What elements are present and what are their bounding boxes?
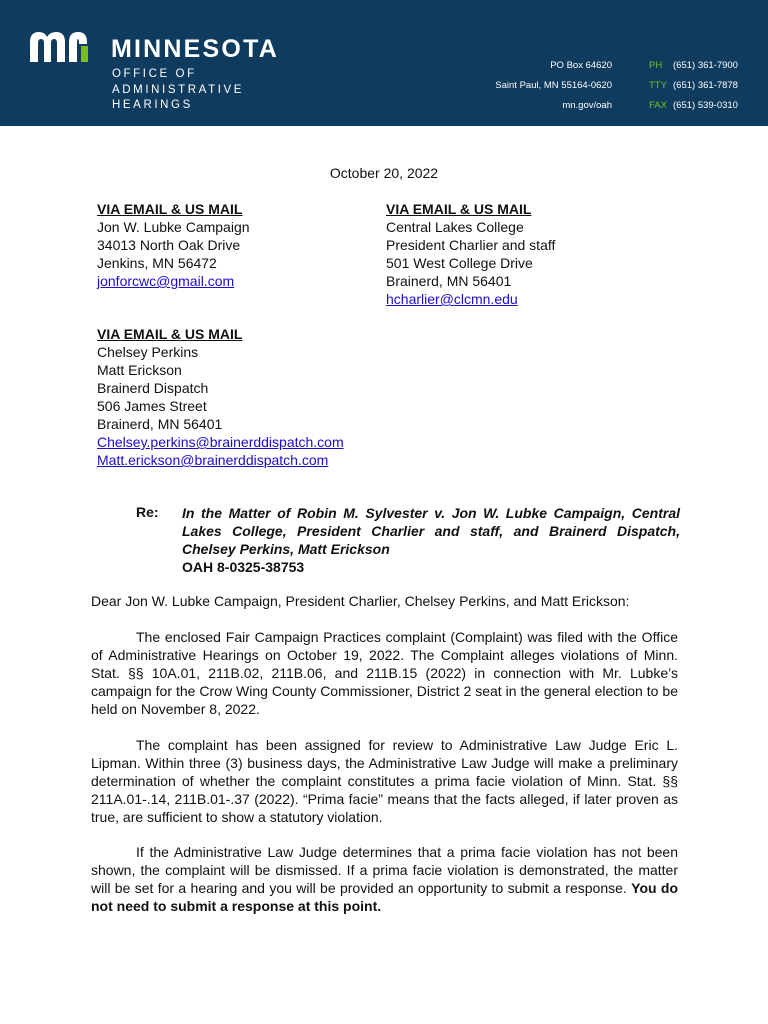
case-number: OAH 8-0325-38753 [182,559,305,575]
body-paragraph: If the Administrative Law Judge determines that a prima facie violation has not been shown, the complaint will be dismissed. If a prima facie violation is demonstrated, the matter will be set for a hearing and you will be provided an opportunity to submit a response. You do not need to submit a response at this point. [91,844,678,914]
re-subject [182,504,680,576]
body-paragraph: The complaint has been assigned for review to Administrative Law Judge Eric L. Lipman. Within three (3) business days, the Administrative Law Judge will make a preliminary determination of whether the complaint constitutes a prima facie violation of Minn. Stat. §§ 211A.01-.14, 211B.01-.37 (2022). “Prima facie” means that the facts alleged, if later proven as true, are sufficient to show a statutory violation. [91,737,678,825]
case-title: In the Matter of Robin M. Sylvester v. Jon W. Lubke Campaign, Central Lakes College, President Charlier and staff, and Brainerd Dispatch, Chelsey Perkins, Matt Erickson [182,505,680,557]
body-paragraph: The enclosed Fair Campaign Practices complaint (Complaint) was filed with the Office of Administrative Hearings on October 19, 2022. The Complaint alleges violations of Minn. Stat. §§ 10A.01, 211B.02, 211B.06, and 211B.15 (2022) in connection with Mr. Lubke’s campaign for the Crow Wing County Commissioner, District 2 seat in the general election to be held on November 8, 2022. [91,629,678,717]
recipient-block-dispatch: VIA EMAIL & US MAIL Chelsey Perkins Matt Erickson Brainerd Dispatch 506 James Street Brainerd, MN 56401 Chelsey.perkins@brainerddispatch.com Matt.erickson@brainerddispatch.com [97,326,344,468]
phone-numbers: PH (651) 361-7900 TTY (651) 361-7878 FAX (651) 539-0310 [649,60,738,111]
email-link[interactable]: jonforcwc@gmail.com [97,273,235,289]
salutation: Dear Jon W. Lubke Campaign, President Charlier, Chelsey Perkins, and Matt Erickson: [91,593,630,609]
office-name: OFFICE OF ADMINISTRATIVE HEARINGS [112,68,245,111]
re-label: Re: [136,504,159,520]
recipient-block-lubke: VIA EMAIL & US MAIL Jon W. Lubke Campaign 34013 North Oak Drive Jenkins, MN 56472 jonforcwc@gmail.com [97,201,250,289]
recipient-block-college: VIA EMAIL & US MAIL Central Lakes College President Charlier and staff 501 West College Drive Brainerd, MN 56401 hcharlier@clcmn.edu [386,201,556,307]
email-link[interactable]: Chelsey.perkins@brainerddispatch.com [97,434,344,450]
letterhead [0,0,768,126]
minnesota-logo-icon [30,30,100,62]
logo-wordmark: MINNESOTA [111,35,279,63]
email-link[interactable]: Matt.erickson@brainerddispatch.com [97,452,329,468]
letter-date: October 20, 2022 [329,165,439,181]
mailing-address: PO Box 64620 Saint Paul, MN 55164-0620 mn.gov/oah [495,60,612,111]
email-link[interactable]: hcharlier@clcmn.edu [386,291,518,307]
emphasis-text: You do not need to submit a response at this point. [91,880,678,914]
